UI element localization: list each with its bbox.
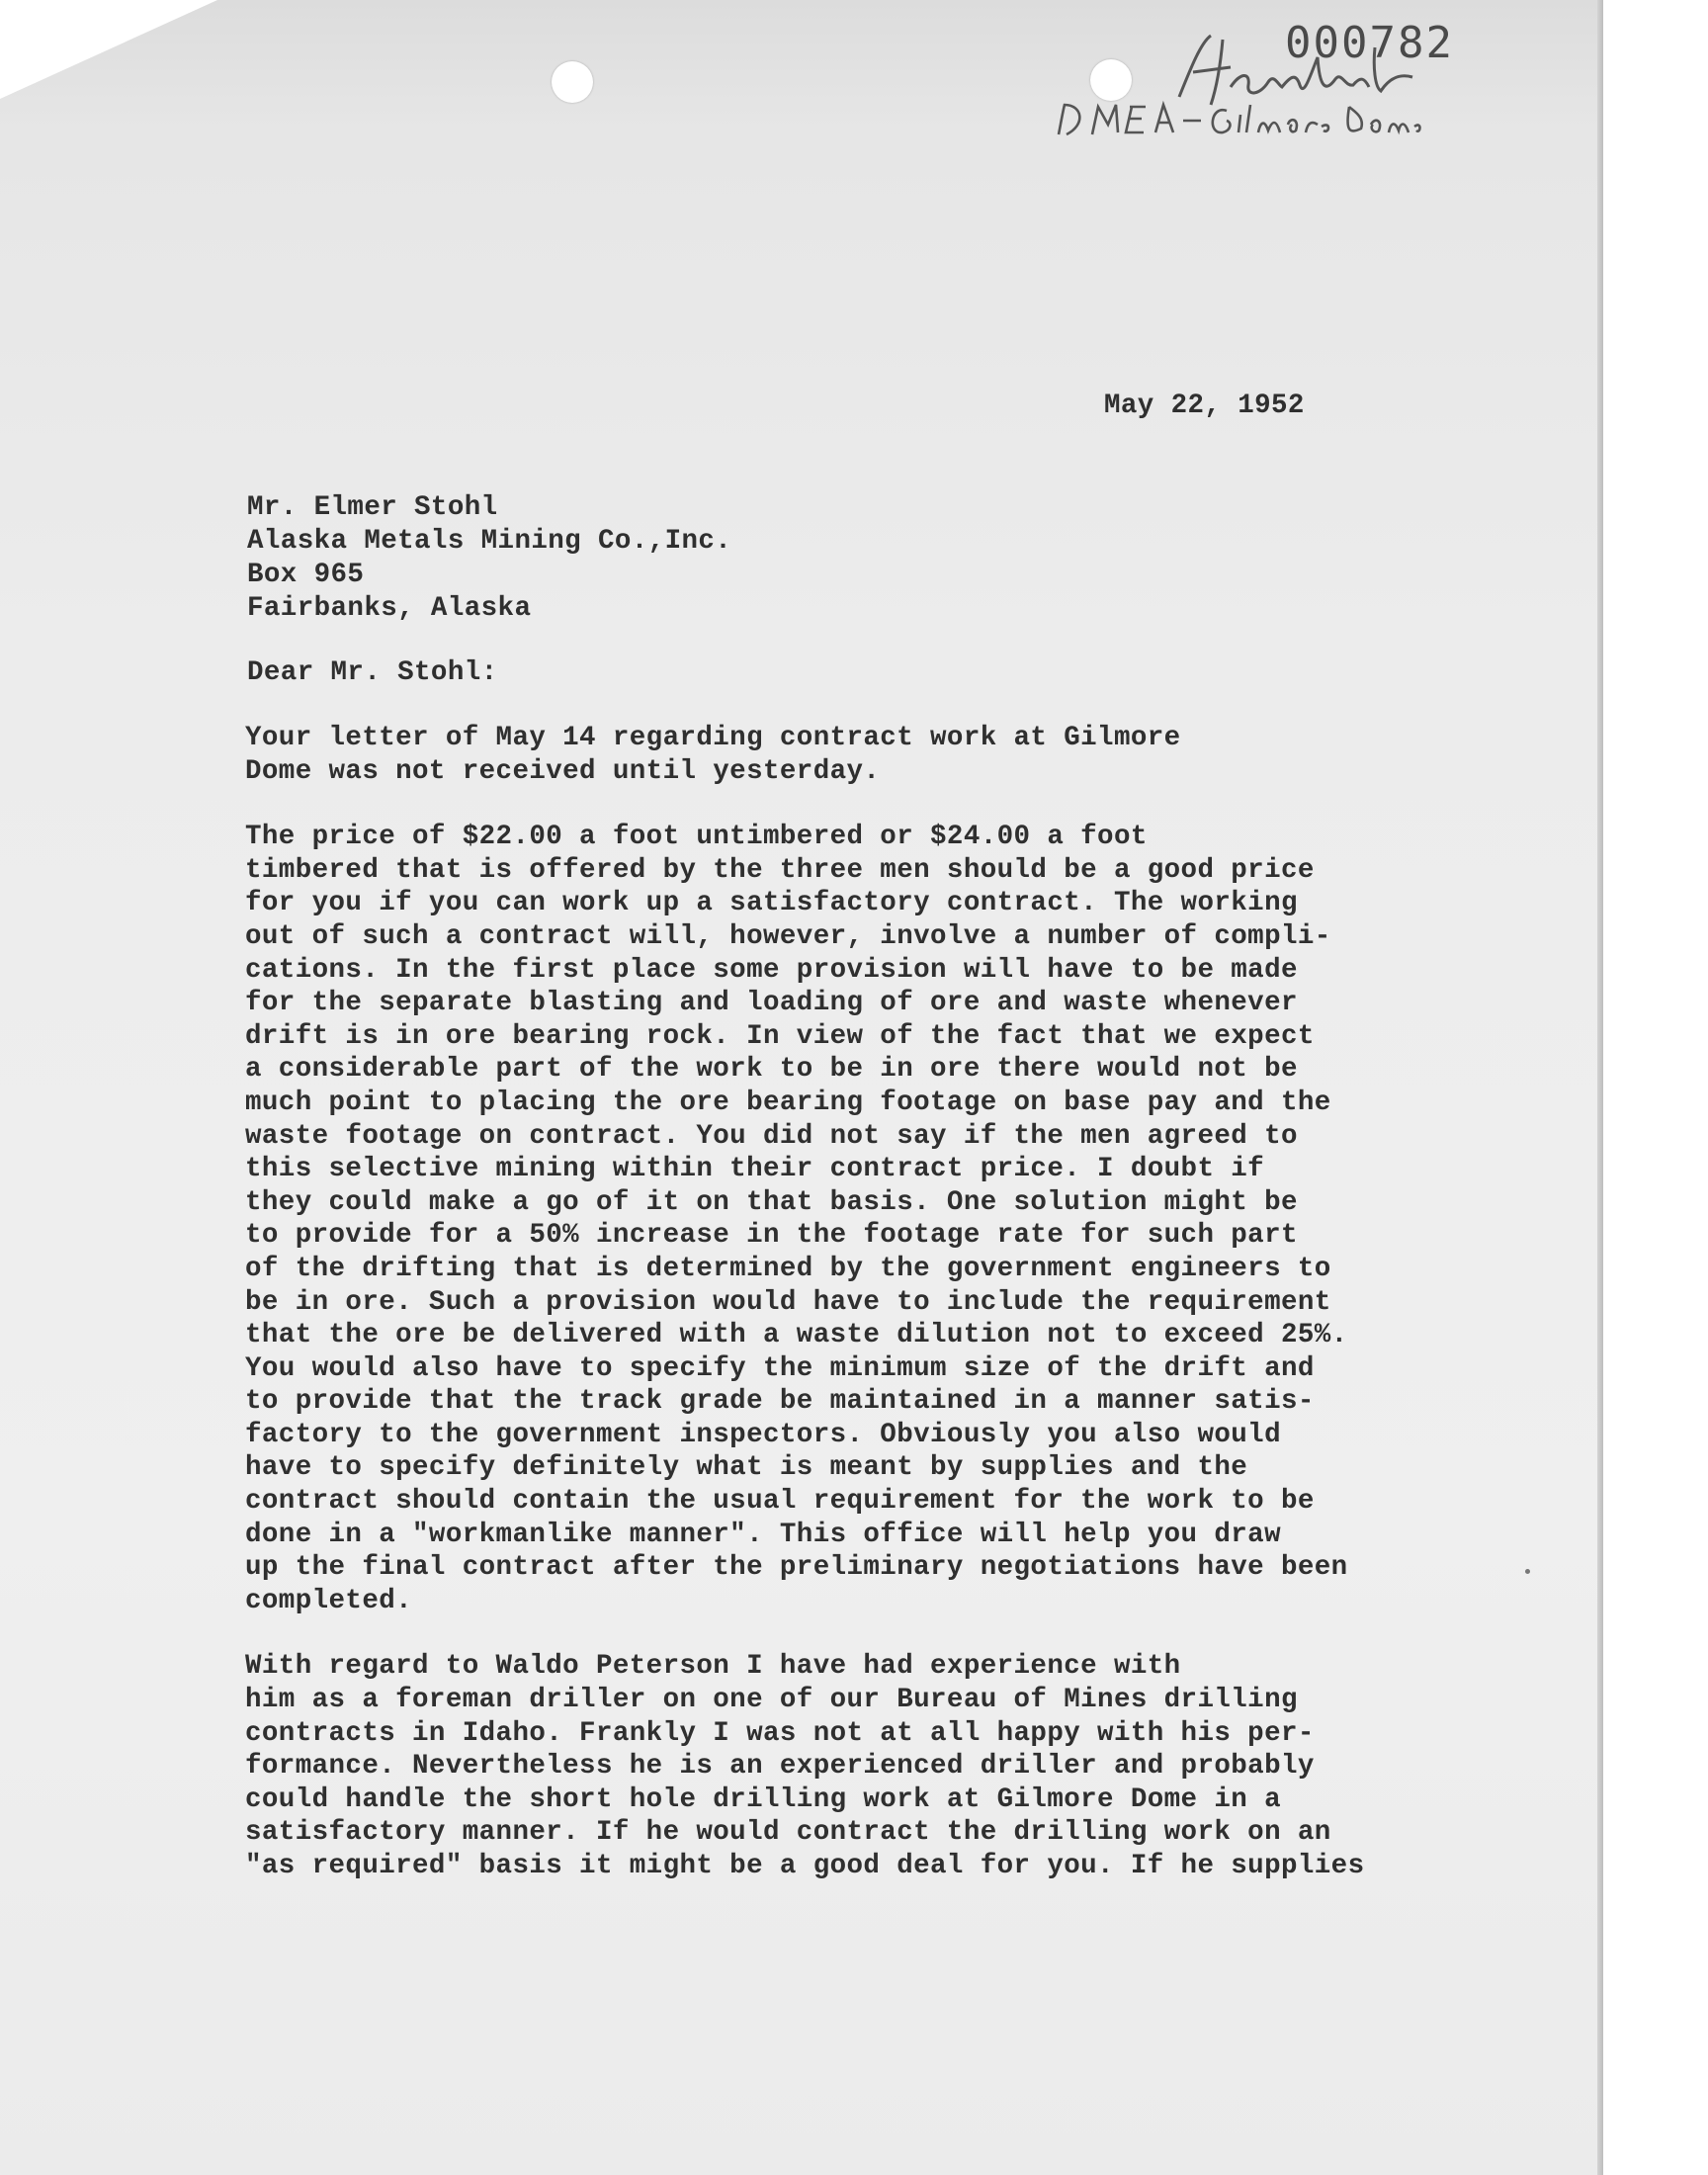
paragraph-line: factory to the government inspectors. Obviously you also would [245,1419,1281,1450]
paragraph-line: contracts in Idaho. Frankly I was not at all happy with his per- [245,1717,1315,1749]
body-paragraph [245,821,1372,1617]
paragraph-line: Dome was not received until yesterday. [245,755,881,787]
recipient-address [247,491,731,626]
recipient-city: Fairbanks, Alaska [247,593,532,624]
paragraph-line: With regard to Waldo Peterson I have had experience with [245,1651,1181,1683]
paragraph-line: to provide that the track grade be maintained in a manner satis- [245,1386,1315,1418]
paragraph-line: be in ore. Such a provision would have to include the requirement [245,1286,1331,1318]
paragraph-line: waste footage on contract. You did not say if the men agreed to [245,1120,1298,1152]
paragraph-line: for the separate blasting and loading of ore and waste whenever [245,988,1298,1019]
paragraph-line: completed. [245,1585,413,1616]
paragraph-line: Your letter of May 14 regarding contract work at Gilmore [245,723,1181,753]
recipient-name: Mr. Elmer Stohl [247,492,498,523]
salutation: Dear Mr. Stohl: [247,657,498,688]
paragraph-line: formance. Nevertheless he is an experienced driller and probably [245,1751,1315,1783]
paragraph-line: contract should contain the usual requirement for the work to be [245,1486,1315,1518]
paragraph-line: have to specify definitely what is meant by supplies and the [245,1452,1248,1484]
paragraph-line: a considerable part of the work to be in ore there would not be [245,1054,1298,1086]
paragraph-line: drift is in ore bearing rock. In view of the fact that we expect [245,1020,1315,1052]
paragraph-line: timbered that is offered by the three men should be a good price [245,854,1315,886]
paragraph-line: "as required" basis it might be a good deal for you. If he supplies [245,1851,1365,1881]
recipient-company: Alaska Metals Mining Co.,Inc. [247,526,732,557]
paragraph-line: they could make a go of it on that basis. One solution might be [245,1186,1298,1218]
letter-date: May 22, 1952 [1104,391,1305,421]
paragraph-line: could handle the short hole drilling work at Gilmore Dome in a [245,1784,1281,1815]
paragraph-line: satisfactory manner. If he would contract the drilling work on an [245,1817,1331,1849]
paragraph-line: up the final contract after the preliminary negotiations have been [245,1552,1348,1584]
paragraph-line: You would also have to specify the minimum size of the drift and [245,1352,1315,1384]
paragraph-line: of the drifting that is determined by the government engineers to [245,1253,1331,1284]
body-paragraph [245,1650,1372,1882]
paragraph-line: for you if you can work up a satisfactory contract. The working [245,888,1298,919]
document-stamp-number: 000782 [1285,18,1454,68]
punch-hole-left [552,61,593,103]
handwritten-note-dmea-gilmore-dome [1053,95,1428,144]
paragraph-line: cations. In the first place some provision will have to be made [245,954,1298,986]
paragraph-line: done in a "workmanlike manner". This office will help you draw [245,1519,1281,1550]
body-paragraph [245,722,1372,788]
recipient-box: Box 965 [247,560,365,590]
torn-corner [0,0,217,99]
paragraph-line: to provide for a 50% increase in the footage rate for such part [245,1220,1298,1252]
paragraph-line: out of such a contract will, however, involve a number of compli- [245,920,1331,952]
paragraph-line: him as a foreman driller on one of our Bureau of Mines drilling [245,1685,1298,1716]
paragraph-line: The price of $22.00 a foot untimbered or $24.00 a foot [245,822,1148,853]
paper-speck [1525,1569,1530,1574]
paragraph-line: this selective mining within their contract price. I doubt if [245,1154,1265,1185]
paragraph-line: much point to placing the ore bearing footage on base pay and the [245,1087,1331,1118]
paragraph-line: that the ore be delivered with a waste dilution not to exceed 25%. [245,1320,1348,1351]
letter-body [245,722,1372,1916]
